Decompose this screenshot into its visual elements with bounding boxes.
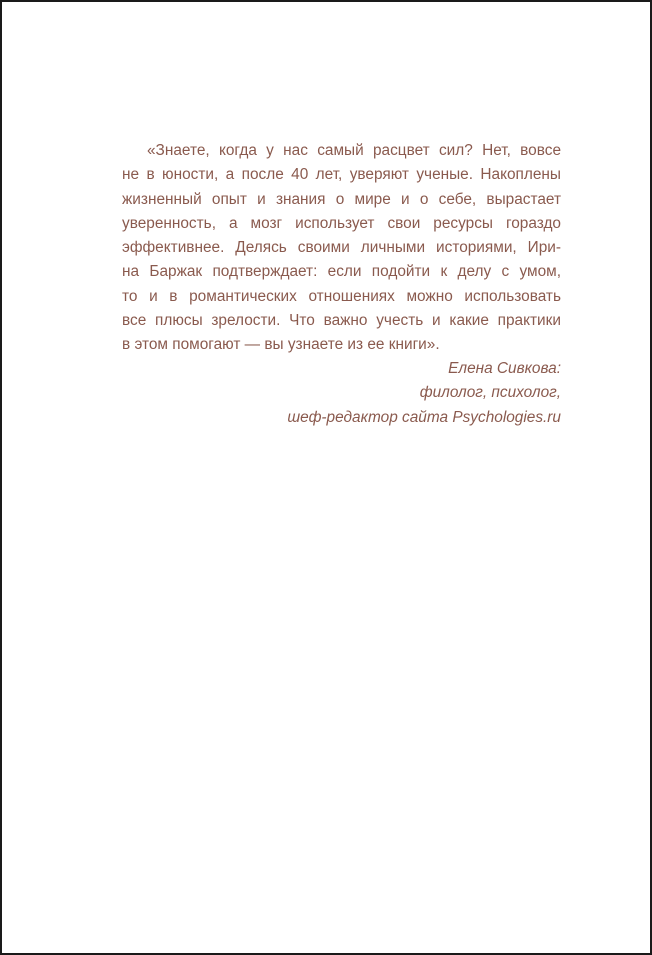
- quote-line: в этом помогают — вы узнаете из ее книги».: [122, 336, 440, 354]
- quote-line: «Знаете, когда у нас самый расцвет сил? Нет, вовсе: [147, 142, 561, 159]
- attribution-position: шеф-редактор сайта Psychologies.ru: [287, 408, 561, 426]
- quote-line: то и в романтических отношениях можно использовать: [122, 287, 561, 305]
- quote-line: уверенность, а мозг использует свои ресурсы гораздо: [122, 214, 561, 232]
- attribution-name: Елена Сивкова:: [448, 360, 561, 377]
- quote-line: жизненный опыт и знания о мире и о себе, вырастает: [122, 190, 561, 208]
- quote-attribution: [122, 357, 561, 430]
- quote-line: не в юности, а после 40 лет, уверяют ученые. Накоплены: [122, 166, 561, 184]
- quote-line: на Баржак подтверждает: если подойти к делу с умом,: [122, 263, 561, 281]
- attribution-role: филолог, психолог,: [419, 384, 561, 402]
- quote-paragraph: [122, 139, 561, 358]
- quote-line: все плюсы зрелости. Что важно учесть и какие практики: [122, 312, 561, 330]
- quote-line: эффективнее. Делясь своими личными историями, Ири-: [122, 239, 561, 257]
